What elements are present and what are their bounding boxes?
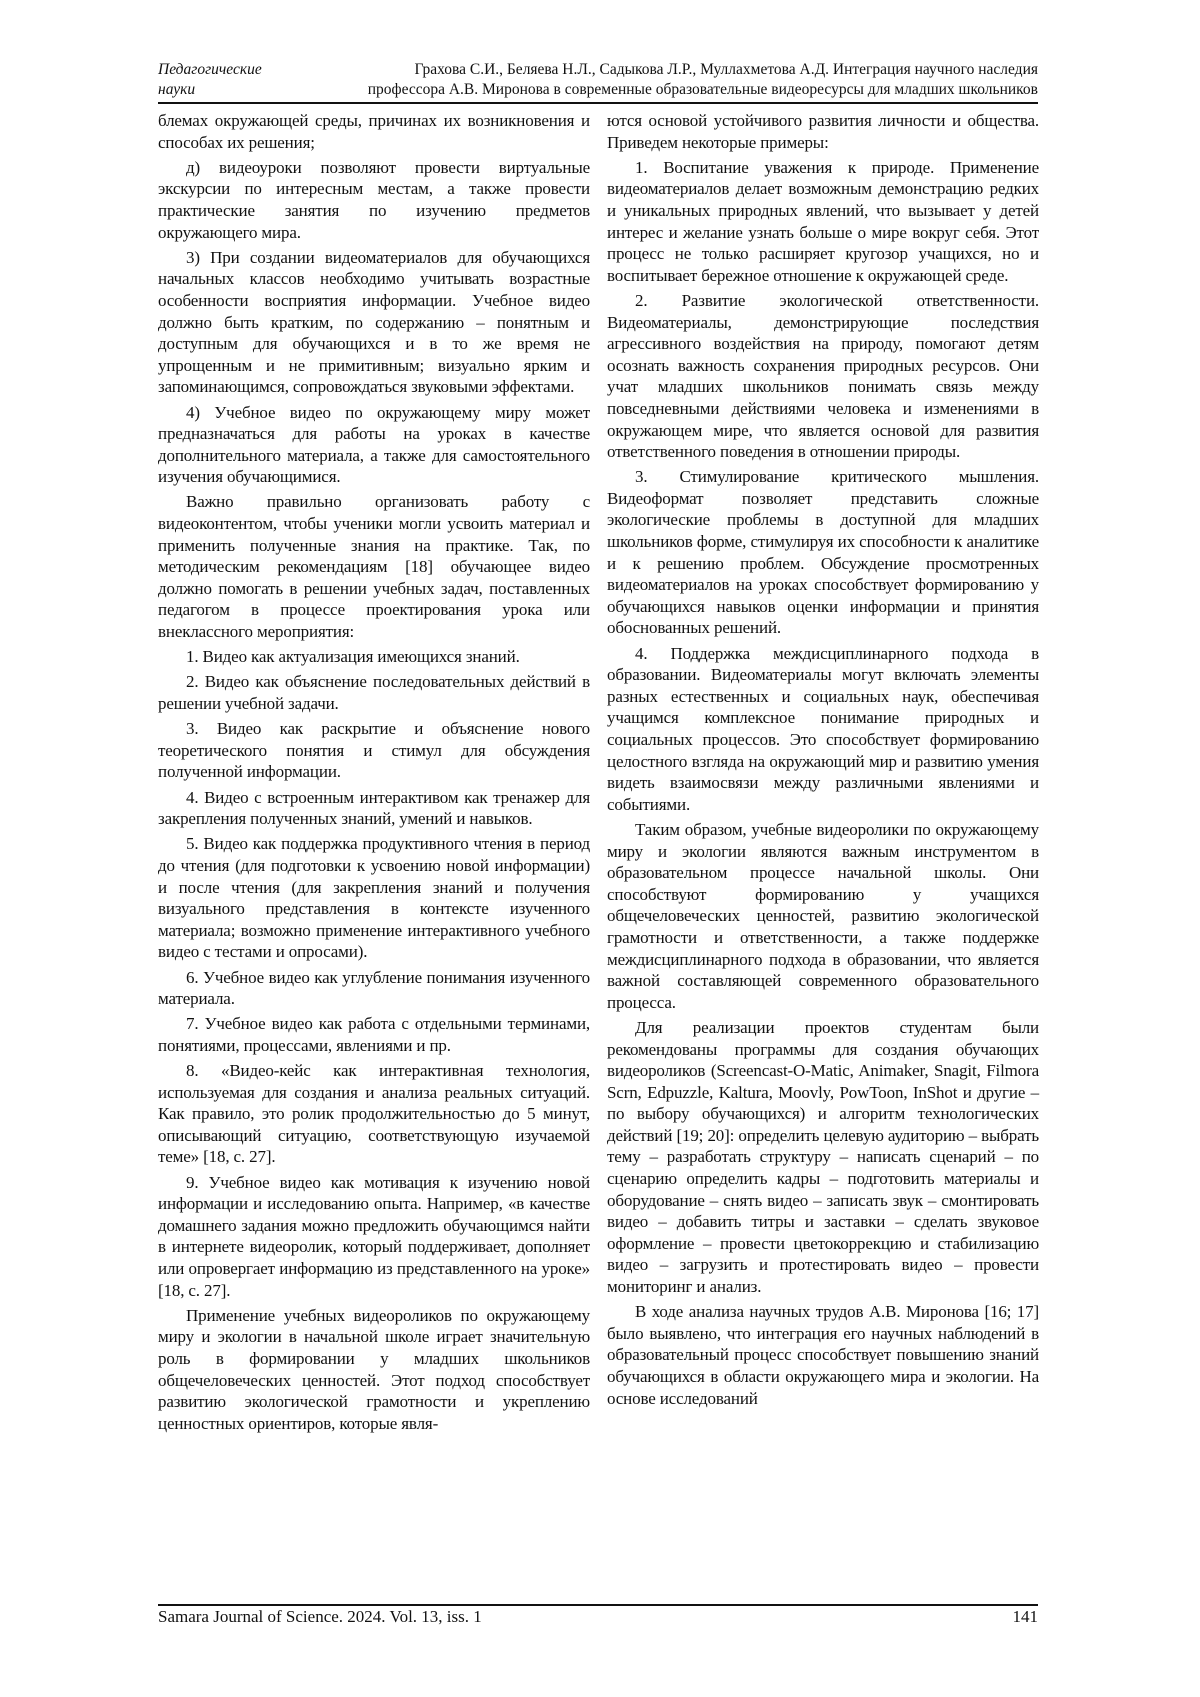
paragraph: 1. Воспитание уважения к природе. Применение видеоматериалов делает возможным демонстрацию редких и уникальных природных явлений, что вызывает у детей интерес и желание узнать больше о мире вокруг себя. Этот процесс не только расширяет кругозор учащихся, но и воспитывает бережное отношение к окружающей среде. [607,157,1039,287]
paragraph: 2. Развитие экологической ответственности. Видеоматериалы, демонстрирующие последствия агрессивного воздействия на природу, помогают детям осознать важность сохранения природных ресурсов. Они учат младших школьников понимать связь между повседневными действиями человека и изменениями в окружающем мире, что является основой для развития ответственного поведения в отношении природы. [607,290,1039,463]
paragraph: 2. Видео как объяснение последовательных действий в решении учебной задачи. [158,671,590,714]
paragraph: Применение учебных видеороликов по окружающему миру и экологии в начальной школе играет значительную роль в формировании у младших школьников общечеловеческих ценностей. Этот подход способствует развитию экологической грамотности и укреплению ценностных ориентиров, которые явля- [158,1305,590,1435]
article-title-line: профессора А.В. Миронова в современные образовательные видеоресурсы для младших школьников [308,80,1038,100]
paragraph: 4. Поддержка междисциплинарного подхода в образовании. Видеоматериалы могут включать элементы разных естественных и социальных наук, обеспечивая учащимся комплексное понимание природных и социальных процессов. Это способствует формированию целостного взгляда на окружающий мир и развитию умения видеть взаимосвязи между различными явлениями и событиями. [607,643,1039,816]
paragraph: 4. Видео с встроенным интерактивом как тренажер для закрепления полученных знаний, умений и навыков. [158,787,590,830]
section-line: науки [158,80,298,100]
article-title-line: Грахова С.И., Беляева Н.Л., Садыкова Л.Р., Муллахметова А.Д. Интеграция научного наследия [308,60,1038,80]
page-number: 141 [1013,1606,1039,1628]
paragraph: блемах окружающей среды, причинах их возникновения и способах их решения; [158,110,590,153]
right-column [607,110,1039,1413]
paragraph: 9. Учебное видео как мотивация к изучению новой информации и исследованию опыта. Например, «в качестве домашнего задания можно предложить обучающимся найти в интернете видеоролик, который поддерживает, дополняет или опровергает информацию из представленного на уроке» [18, с. 27]. [158,1172,590,1302]
section-name [158,60,298,100]
section-line: Педагогические [158,60,298,80]
paragraph: д) видеоуроки позволяют провести виртуальные экскурсии по интересным местам, а также провести практические занятия по изучению предметов окружающего мира. [158,157,590,243]
paragraph: 8. «Видео-кейс как интерактивная технология, используемая для создания и анализа реальных ситуаций. Как правило, это ролик продолжительностью до 5 минут, описывающий ситуацию, соответствующую изучаемой теме» [18, с. 27]. [158,1060,590,1168]
paragraph: 5. Видео как поддержка продуктивного чтения в период до чтения (для подготовки к усвоению новой информации) и после чтения (для закрепления знаний и получения визуального представления в контексте изученного материала; возможно применение интерактивного учебного видео с тестами и опросами). [158,833,590,963]
paragraph: 3. Стимулирование критического мышления. Видеоформат позволяет представить сложные экологические проблемы в доступной для младших школьников форме, стимулируя их способности к аналитике и к решению проблем. Обсуждение просмотренных видеоматериалов на уроках способствует формированию у обучающихся навыков оценки информации и принятия обоснованных решений. [607,466,1039,639]
header-divider [158,102,1038,104]
paragraph: ются основой устойчивого развития личности и общества. Приведем некоторые примеры: [607,110,1039,153]
left-column [158,110,590,1438]
paragraph: В ходе анализа научных трудов А.В. Миронова [16; 17] было выявлено, что интеграция его научных наблюдений в образовательный процесс способствует повышению знаний обучающихся в области окружающего мира и экологии. На основе исследований [607,1301,1039,1409]
paragraph: Для реализации проектов студентам были рекомендованы программы для создания обучающих видеороликов (Screencast-O-Matic, Animaker, Snagit, Filmora Scrn, Edpuzzle, Kaltura, Moovly, PowToon, InShot и другие – по выбору обучающихся) и алгоритм технологических действий [19; 20]: определить целевую аудиторию – выбрать тему – разработать структуру – написать сценарий – по сценарию определить кадры – подготовить материалы и оборудование – снять видео – записать звук – смонтировать видео – добавить титры и заставки – сделать звуковое оформление – провести цветокоррекцию и стабилизацию видео – загрузить и протестировать видео – провести мониторинг и анализ. [607,1017,1039,1298]
paragraph: 3) При создании видеоматериалов для обучающихся начальных классов необходимо учитывать возрастные особенности восприятия информации. Учебное видео должно быть кратким, по содержанию – понятным и доступным для обучающихся и в то же время не упрощенным и не примитивным; визуально ярким и запоминающимся, сопровождаться звуковыми эффектами. [158,247,590,398]
paragraph: 7. Учебное видео как работа с отдельными терминами, понятиями, процессами, явлениями и пр. [158,1013,590,1056]
journal-citation: Samara Journal of Science. 2024. Vol. 13, iss. 1 [158,1607,482,1626]
paragraph: 1. Видео как актуализация имеющихся знаний. [158,646,590,668]
paragraph: Важно правильно организовать работу с видеоконтентом, чтобы ученики могли усвоить материал и применить полученные знания на практике. Так, по методическим рекомендациям [18] обучающее видео должно помогать в решении учебных задач, поставленных педагогом в процессе проектирования урока или внеклассного мероприятия: [158,491,590,642]
paragraph: 6. Учебное видео как углубление понимания изученного материала. [158,967,590,1010]
article-title [308,60,1038,100]
running-header [158,60,1038,102]
paragraph: Таким образом, учебные видеоролики по окружающему миру и экологии являются важным инструментом в образовательном процессе начальной школы. Они способствуют формированию у учащихся общечеловеческих ценностей, развитию экологической грамотности и ответственности, а также поддержке междисциплинарного подхода в образовании, что является важной составляющей современного образовательного процесса. [607,819,1039,1013]
paragraph: 3. Видео как раскрытие и объяснение нового теоретического понятия и стимул для обсуждения полученной информации. [158,718,590,783]
paragraph: 4) Учебное видео по окружающему миру может предназначаться для работы на уроках в качестве дополнительного материала, а также для самостоятельного изучения обучающимися. [158,402,590,488]
running-footer [158,1606,1038,1628]
